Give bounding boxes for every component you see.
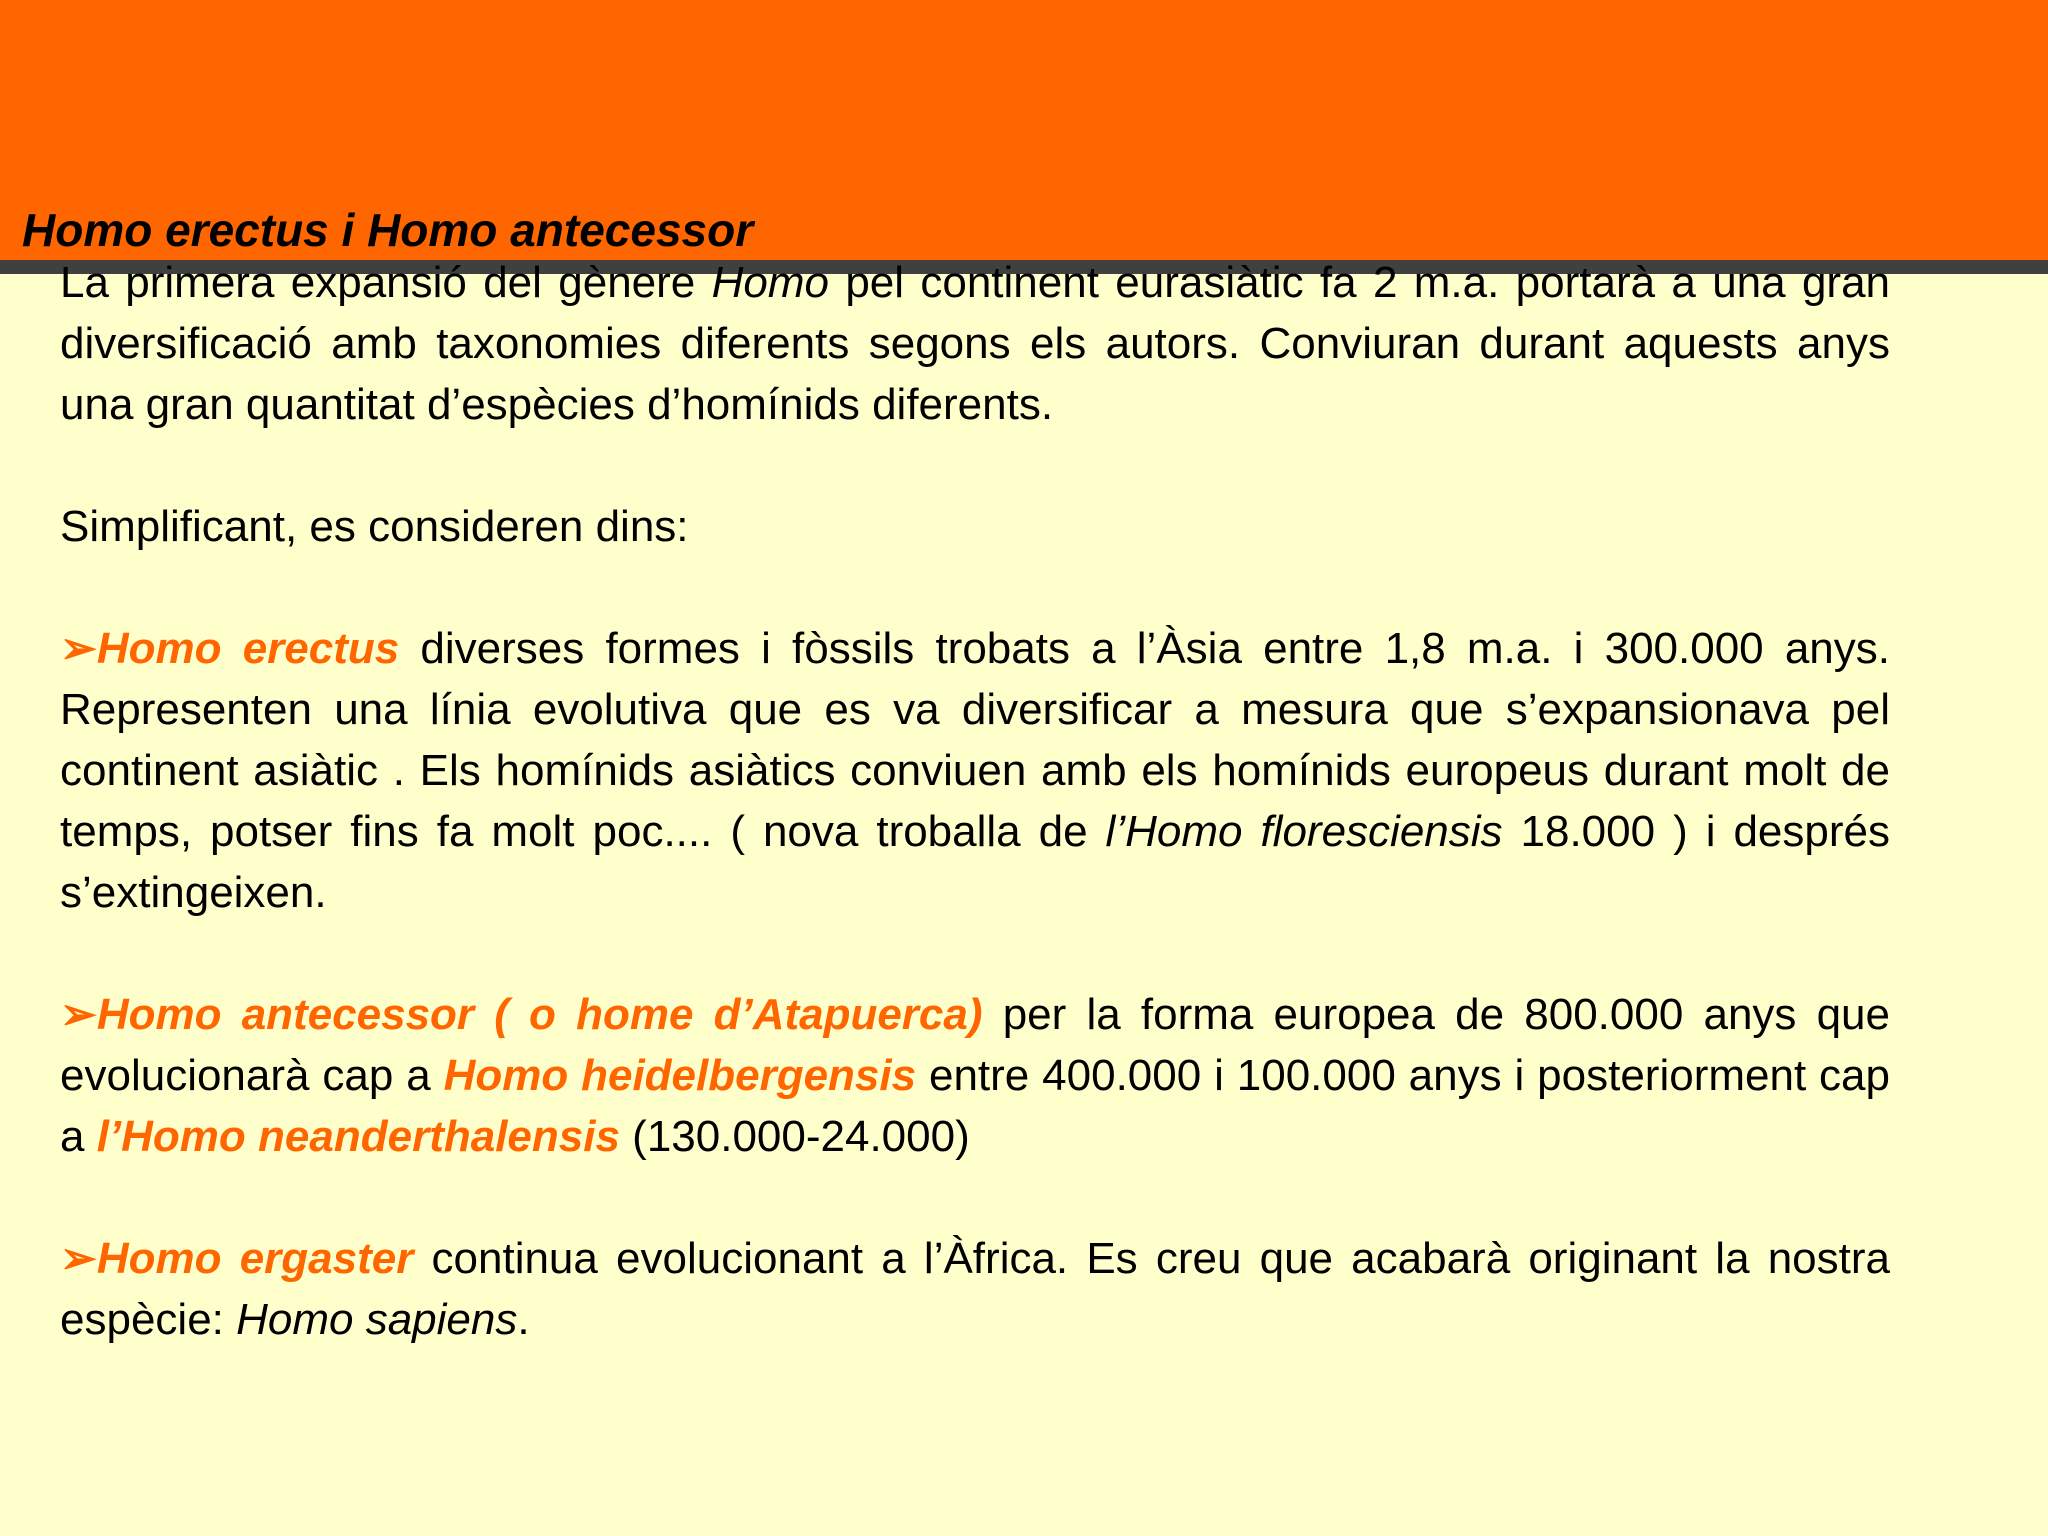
spacer [60,923,1890,984]
arrow-bullet-icon: ➢ [60,624,97,673]
slide-body [60,252,1890,1350]
species-name: Homo erectus [96,624,400,673]
bullet-homo-antecessor: ➢Homo antecessor ( o home d’Atapuerca) per la forma europea de 800.000 anys que evolucionarà cap a Homo heidelbergensis entre 400.000 i 100.000 anys i posteriorment cap a l’Homo neanderthalensis (130.000-24.000) [60,990,1890,1161]
spacer [60,435,1890,496]
spacer [60,1167,1890,1228]
arrow-bullet-icon: ➢ [60,990,97,1039]
species-name: Homo ergaster [96,1234,414,1283]
arrow-bullet-icon: ➢ [60,1234,97,1283]
species-name: Homo antecessor ( o home d’Atapuerca) [96,990,983,1039]
slide-title: Homo erectus i Homo antecessor [22,204,754,256]
intro-paragraph: La primera expansió del gènere Homo pel continent eurasiàtic fa 2 m.a. portarà a una gran diversificació amb taxonomies diferents segons els autors. Conviuran durant aquests anys una gran quantitat d’espècies d’homínids diferents. [60,258,1891,429]
bullet-homo-ergaster: ➢Homo ergaster continua evolucionant a l’Àfrica. Es creu que acabarà originant la nostra espècie: Homo sapiens. [60,1234,1890,1344]
bullet-homo-erectus: ➢Homo erectus diverses formes i fòssils trobats a l’Àsia entre 1,8 m.a. i 300.000 anys. Representen una línia evolutiva que es va diversificar a mesura que s’expansionava pel continent asiàtic . Els homínids asiàtics conviuen amb els homínids europeus durant molt de temps, potser fins fa molt poc.... ( nova troballa de l’Homo floresciensis 18.000 ) i després s’extingeixen. [60,624,1890,917]
species-name: Homo heidelbergensis [443,1051,917,1100]
species-name: l’Homo neanderthalensis [96,1112,620,1161]
simplify-paragraph: Simplificant, es consideren dins: [60,502,689,551]
spacer [60,557,1890,618]
